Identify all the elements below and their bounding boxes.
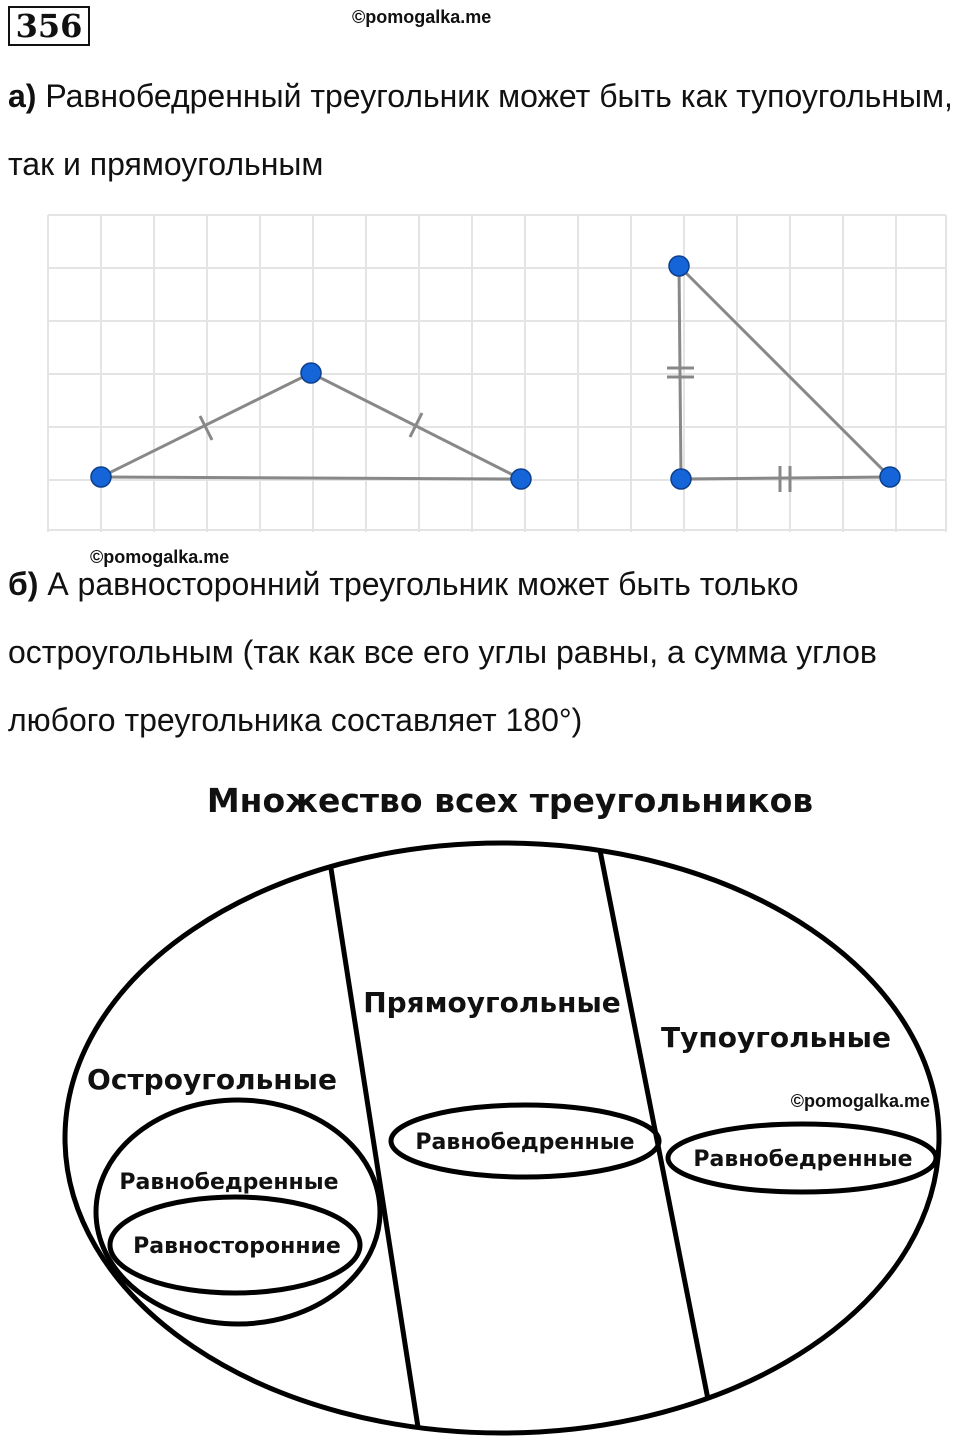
watermark-middle: ©pomogalka.me — [90, 547, 230, 567]
part-b-text: А равносторонний треугольник может быть только остроугольным (так как все его углы равны, а сумма углов любого треугольника составляет 180°) — [8, 566, 877, 738]
equilateral-label: Равносторонние — [133, 1234, 341, 1259]
task-number: 356 — [8, 6, 90, 46]
watermark-top: ©pomogalka.me — [352, 7, 492, 27]
right-label: Прямоугольные — [363, 986, 621, 1019]
acute-isosceles-label: Равнобедренные — [119, 1170, 339, 1195]
part-a-text: Равнобедренный треугольник может быть как тупоугольным, так и прямоугольным — [8, 78, 953, 182]
part-a-marker: а) — [8, 78, 37, 114]
watermark-diagram: ©pomogalka.me — [790, 1091, 930, 1111]
obtuse-label: Тупоугольные — [661, 1021, 891, 1054]
right-isosceles-label: Равнобедренные — [415, 1130, 635, 1155]
diagram-title: Множество всех треугольников — [206, 781, 814, 820]
part-b-marker: б) — [8, 566, 39, 602]
acute-label: Остроугольные — [87, 1063, 337, 1096]
obtuse-isosceles-label: Равнобедренные — [693, 1147, 913, 1172]
